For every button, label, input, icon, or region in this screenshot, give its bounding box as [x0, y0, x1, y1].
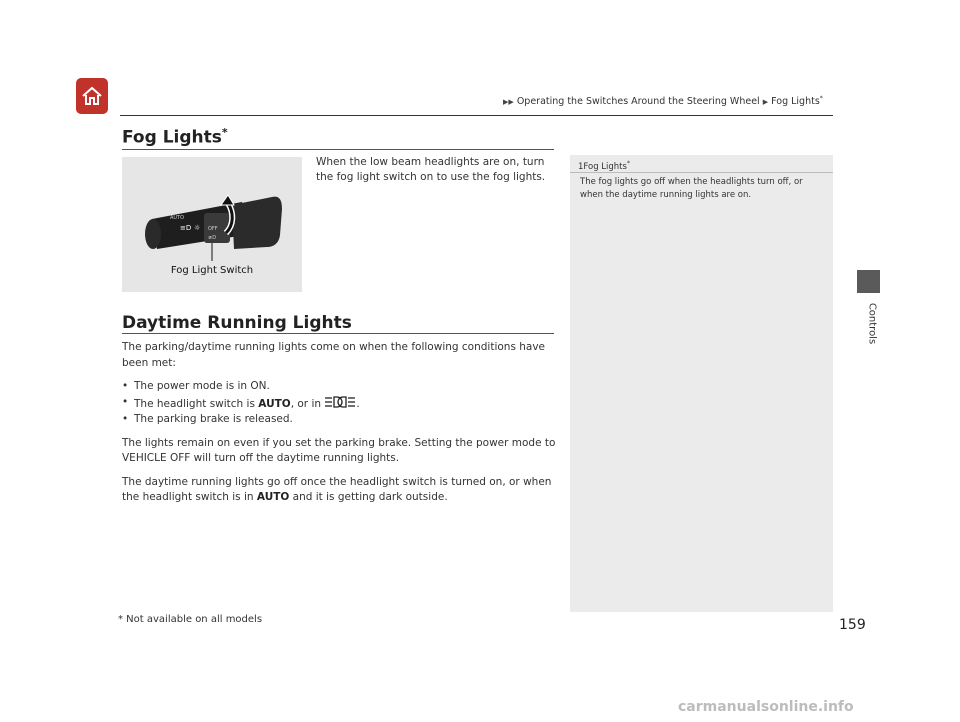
drl-off-prefix: The daytime running lights go off once the headlight switch is turned on, or when the headlight switch is in	[122, 475, 552, 503]
breadcrumb	[503, 95, 823, 107]
header-divider	[120, 115, 833, 116]
svg-text:≡D: ≡D	[180, 224, 192, 232]
home-button[interactable]	[76, 78, 108, 114]
svg-text:OFF: OFF	[208, 226, 218, 232]
fog-lights-divider	[122, 149, 554, 150]
fog-lights-description: When the low beam headlights are on, turn the fog light switch on to use the fog lights.	[316, 156, 546, 183]
home-icon	[80, 84, 104, 108]
drl-off-suffix: and it is getting dark outside.	[289, 491, 448, 503]
drl-conditions-list	[122, 379, 557, 428]
breadcrumb-arrow-icon: ▶	[762, 98, 769, 107]
watermark: carmanualsonline.info	[678, 699, 854, 715]
fog-light-switch-caption: Fog Light Switch	[170, 265, 254, 276]
fog-lights-heading-mark: *	[221, 126, 228, 139]
svg-text:AUTO: AUTO	[170, 215, 185, 221]
note-title-mark: *	[626, 160, 630, 167]
drl-off-auto: AUTO	[256, 491, 290, 503]
breadcrumb-arrow-icon: ▶▶	[503, 98, 514, 107]
section-tab-label[interactable]: Controls	[866, 302, 878, 345]
drl-condition-1-text: The power mode is in ON.	[134, 380, 270, 392]
bullet-icon: •	[122, 413, 129, 425]
breadcrumb-section[interactable]: Operating the Switches Around the Steering Wheel	[516, 96, 760, 108]
breadcrumb-footnote-mark: *	[819, 95, 823, 102]
note-title-text: Fog Lights	[583, 161, 627, 172]
parking-lights-symbol-icon	[324, 395, 356, 409]
drl-off-paragraph	[122, 475, 557, 506]
drl-condition-2	[122, 395, 557, 413]
note-text: The fog lights go off when the headlights turn off, or when the daytime running lights are on.	[580, 177, 803, 200]
note-title	[578, 160, 630, 172]
drl-body	[122, 340, 557, 514]
bullet-icon: •	[122, 380, 129, 392]
drl-condition-2-auto: AUTO	[258, 397, 291, 410]
fog-light-switch-illustration	[122, 157, 302, 292]
note-title-prefix: 1	[578, 161, 584, 172]
drl-condition-3-text: The parking brake is released.	[134, 413, 293, 425]
drl-parking-brake-paragraph: The lights remain on even if you set the parking brake. Setting the power mode to VEHICLE OFF will turn off the daytime running lights.	[122, 436, 556, 464]
footnote: * Not available on all models	[118, 614, 263, 625]
svg-text:☼: ☼	[194, 224, 201, 232]
page-number: 159	[839, 617, 866, 633]
breadcrumb-page[interactable]: Fog Lights	[771, 96, 820, 108]
fog-lights-heading-text: Fog Lights	[122, 127, 222, 148]
drl-condition-3	[122, 412, 557, 428]
fog-lights-heading	[122, 126, 228, 148]
section-tab-marker[interactable]	[857, 270, 880, 293]
drl-condition-2-end: .	[356, 397, 360, 410]
svg-text:≢D: ≢D	[208, 235, 217, 241]
note-panel	[570, 155, 833, 612]
drl-condition-1	[122, 379, 557, 395]
drl-condition-2-prefix: The headlight switch is	[134, 397, 259, 410]
drl-divider	[122, 333, 554, 334]
drl-condition-2-mid: , or in	[290, 397, 325, 410]
note-divider	[570, 172, 833, 173]
drl-heading: Daytime Running Lights	[122, 313, 352, 333]
drl-intro: The parking/daytime running lights come on when the following conditions have been met:	[122, 341, 546, 369]
bullet-icon: •	[122, 395, 129, 408]
